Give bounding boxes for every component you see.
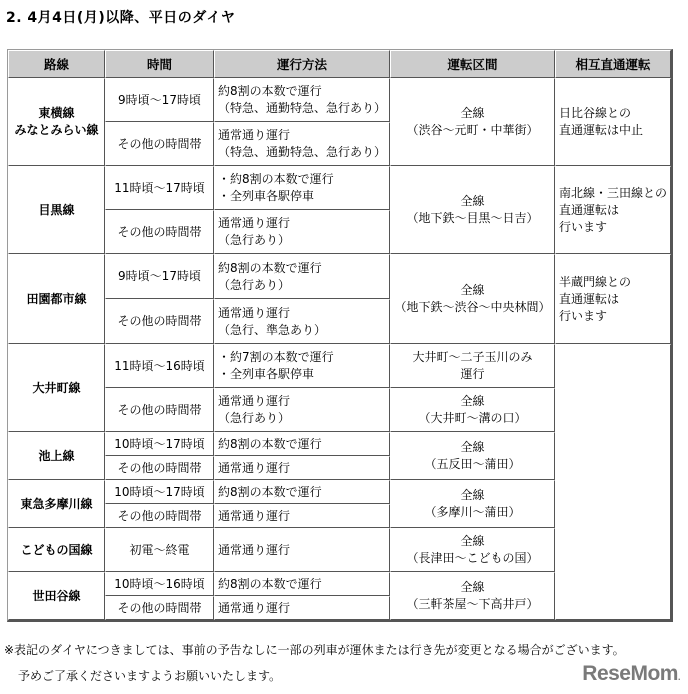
time-cell: その他の時間帯 — [105, 504, 214, 528]
method-cell: 通常通り運行 （特急、通勤特急、急行あり） — [214, 122, 390, 166]
method-cell: 約8割の本数で運行 — [214, 432, 390, 456]
method-cell: 通常通り運行 — [214, 456, 390, 480]
table-row — [8, 78, 671, 122]
time-cell: その他の時間帯 — [105, 122, 214, 166]
section-cell: 全線 （三軒茶屋～下高井戸） — [390, 572, 555, 620]
table-row — [8, 254, 671, 299]
line-name: 東横線 みなとみらい線 — [8, 78, 105, 166]
header-time: 時間 — [105, 50, 214, 78]
through-service-cell-empty — [555, 344, 671, 620]
section-cell: 大井町～二子玉川のみ 運行 — [390, 344, 555, 388]
line-name: 世田谷線 — [8, 572, 105, 620]
table-row — [8, 166, 671, 210]
time-cell: その他の時間帯 — [105, 388, 214, 432]
line-name: 池上線 — [8, 432, 105, 480]
time-cell: 10時頃～17時頃 — [105, 432, 214, 456]
header-section: 運転区間 — [390, 50, 555, 78]
time-cell: 9時頃～17時頃 — [105, 78, 214, 122]
method-cell: ・約8割の本数で運行 ・全列車各駅停車 — [214, 166, 390, 210]
time-cell: 9時頃～17時頃 — [105, 254, 214, 299]
time-cell: 10時頃～16時頃 — [105, 572, 214, 596]
time-cell: 11時頃～17時頃 — [105, 166, 214, 210]
header-method: 運行方法 — [214, 50, 390, 78]
time-cell: 初電～終電 — [105, 528, 214, 572]
time-cell: その他の時間帯 — [105, 210, 214, 254]
time-cell: その他の時間帯 — [105, 456, 214, 480]
method-cell: 約8割の本数で運行 — [214, 480, 390, 504]
header-through: 相互直通運転 — [555, 50, 671, 78]
line-name: 田園都市線 — [8, 254, 105, 344]
section-cell: 全線 （地下鉄～渋谷～中央林間） — [390, 254, 555, 344]
page-title: 2. 4月4日(月)以降、平日のダイヤ — [6, 10, 236, 26]
header-line: 路線 — [8, 50, 105, 78]
resemom-logo: ReseMom. — [582, 662, 680, 685]
method-cell: 約8割の本数で運行 （特急、通勤特急、急行あり） — [214, 78, 390, 122]
method-cell: 通常通り運行 （急行あり） — [214, 388, 390, 432]
time-cell: 10時頃～17時頃 — [105, 480, 214, 504]
table-header-row — [8, 50, 671, 78]
line-name: 東急多摩川線 — [8, 480, 105, 528]
section-cell: 全線 （長津田～こどもの国） — [390, 528, 555, 572]
section-cell: 全線 （大井町～溝の口） — [390, 388, 555, 432]
schedule-table — [7, 49, 673, 622]
section-cell: 全線 （渋谷～元町・中華街） — [390, 78, 555, 166]
table-row — [8, 344, 671, 388]
disclaimer-note: ※表記のダイヤにつきましては、事前の予告なしに一部の列車が運休または行き先が変更となる場合がございます。 — [4, 643, 625, 657]
time-cell: その他の時間帯 — [105, 596, 214, 620]
section-cell: 全線 （多摩川～蒲田） — [390, 480, 555, 528]
method-cell: 約8割の本数で運行 — [214, 572, 390, 596]
disclaimer-note-continued: 予めご了承くださいますようお願いいたします。 — [18, 669, 282, 683]
method-cell: 通常通り運行 （急行あり） — [214, 210, 390, 254]
method-cell: 通常通り運行 — [214, 596, 390, 620]
section-cell: 全線 （五反田～蒲田） — [390, 432, 555, 480]
section-cell: 全線 （地下鉄～目黒～日吉） — [390, 166, 555, 254]
method-cell: 約8割の本数で運行 （急行あり） — [214, 254, 390, 299]
line-name: 目黒線 — [8, 166, 105, 254]
through-service-cell: 日比谷線との 直通運転は中止 — [555, 78, 671, 166]
method-cell: 通常通り運行 （急行、準急あり） — [214, 299, 390, 344]
time-cell: 11時頃～16時頃 — [105, 344, 214, 388]
through-service-cell: 南北線・三田線との 直通運転は 行います — [555, 166, 671, 254]
time-cell: その他の時間帯 — [105, 299, 214, 344]
through-service-cell: 半蔵門線との 直通運転は 行います — [555, 254, 671, 344]
method-cell: 通常通り運行 — [214, 504, 390, 528]
line-name: 大井町線 — [8, 344, 105, 432]
method-cell: 通常通り運行 — [214, 528, 390, 572]
method-cell: ・約7割の本数で運行 ・全列車各駅停車 — [214, 344, 390, 388]
line-name: こどもの国線 — [8, 528, 105, 572]
